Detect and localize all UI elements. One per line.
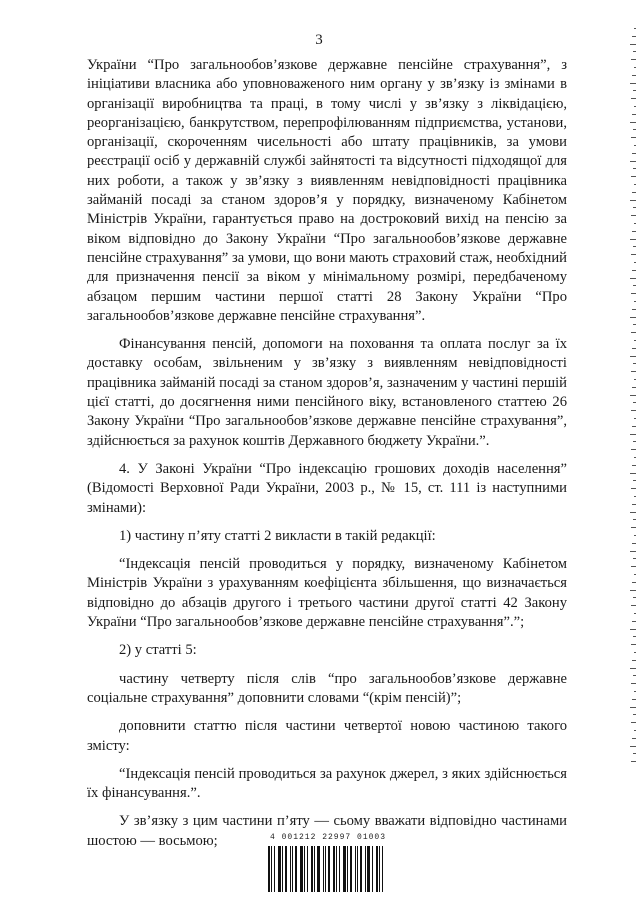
barcode-bar: [304, 846, 305, 892]
paragraph-quote-financing: “Індексація пенсій проводиться за рахунок джерел, з яких здійснюється їх фінансування.”.: [87, 765, 567, 802]
edge-mark: [631, 566, 636, 567]
edge-mark: [632, 231, 636, 232]
edge-mark: [632, 738, 636, 739]
edge-mark: [633, 168, 636, 169]
edge-mark: [631, 215, 636, 216]
edge-mark: [634, 67, 636, 68]
barcode-digits: 4 001212 22997 01003: [270, 833, 387, 842]
edge-mark: [633, 480, 636, 481]
edge-mark: [630, 200, 636, 201]
edge-mark: [633, 558, 636, 559]
barcode-bar: [333, 846, 335, 892]
barcode-bar: [300, 846, 303, 892]
edge-mark: [634, 496, 636, 497]
document-body: [87, 56, 567, 860]
edge-mark: [632, 270, 636, 271]
edge-mark: [634, 613, 636, 614]
edge-mark: [632, 699, 636, 700]
edge-mark: [632, 621, 636, 622]
edge-mark: [631, 527, 636, 528]
barcode-bar: [360, 846, 362, 892]
edge-mark: [630, 590, 636, 591]
edge-mark: [630, 551, 636, 552]
edge-mark: [630, 122, 636, 123]
edge-mark: [630, 356, 636, 357]
edge-mark: [632, 153, 636, 154]
edge-mark: [632, 75, 636, 76]
edge-mark: [632, 426, 636, 427]
edge-mark: [633, 324, 636, 325]
paragraph-financing: Фінансування пенсій, допомоги на поховання та оплата послуг за їх доставку особам, звільненим у зв’язку з виявленням невідповідності працівника займаній посаді за станом здоров’я, зазначеним у частині першій цієї статті, до досягнення ними пенсійного віку, встановленого статтею 26 Закону України “Про загальнообов’язкове державне пенсійне страхування”, здійснюється за рахунок коштів Державного бюджету України.”.: [87, 336, 567, 449]
edge-mark: [632, 504, 636, 505]
edge-mark: [634, 730, 636, 731]
barcode-bar: [282, 846, 283, 892]
edge-mark: [630, 746, 636, 747]
edge-mark: [631, 293, 636, 294]
edge-mark: [630, 668, 636, 669]
paragraph-item-4: 4. У Законі України “Про індексацію грошових доходів населення” (Відомості Верховної Ради України, 2003 р., № 15, ст. 111 із наступними змінами):: [87, 460, 567, 516]
edge-mark: [634, 574, 636, 575]
edge-mark: [631, 254, 636, 255]
edge-mark: [633, 714, 636, 715]
edge-mark: [631, 410, 636, 411]
paragraph-renumbering: У зв’язку з цим частини п’яту — сьому вважати відповідно частинами шостою — восьмою;: [87, 813, 567, 849]
edge-mark: [634, 184, 636, 185]
edge-mark: [632, 582, 636, 583]
edge-mark: [630, 83, 636, 84]
edge-mark: [633, 129, 636, 130]
barcode-bar: [357, 846, 358, 892]
edge-mark: [632, 348, 636, 349]
edge-mark: [633, 207, 636, 208]
barcode-image: [268, 846, 388, 892]
barcode-bar: [290, 846, 291, 892]
edge-mark: [630, 512, 636, 513]
edge-mark: [634, 301, 636, 302]
edge-mark: [634, 418, 636, 419]
barcode-bar: [328, 846, 330, 892]
barcode-bar: [271, 846, 272, 892]
edge-mark: [631, 488, 636, 489]
edge-mark: [634, 145, 636, 146]
edge-mark: [630, 161, 636, 162]
edge-mark: [632, 660, 636, 661]
edge-mark: [631, 683, 636, 684]
edge-mark: [633, 519, 636, 520]
paragraph-continuation: України “Про загальнообов’язкове державне пенсійне страхування”, з ініціативи власника або уповноваженого ним органу у зв’язку із змінами в організації виробництва та праці, в тому числі у зв’язку з ліквідацією, реорганізацією, банкрутством, перепрофілюванням підприємства, установи, організації, скороченням чисельності або штату працівників, за умови реєстрації осіб у державній службі зайнятості та відсутності підходящої для них роботи, а також у зв’язку з виявленням невідповідності працівника займаній посаді за станом здоров’я у порядку, визначеному Кабінетом Міністрів України, гарантується право на достроковий вихід на пенсію за віком відповідно до Закону України “Про загальнообов’язкове державне пенсійне страхування” за умови, що вони мають страховий стаж, необхідний для призначення пенсії за віком у мінімальному розмірі, передбаченому абзацом першим частини першої статті 28 Закону України “Про загальнообов’язкове державне пенсійне страхування”.: [87, 57, 567, 324]
edge-mark: [633, 363, 636, 364]
barcode-bar: [365, 846, 366, 892]
edge-mark: [633, 51, 636, 52]
edge-mark: [631, 176, 636, 177]
edge-mark: [633, 636, 636, 637]
barcode-bar: [317, 846, 320, 892]
edge-mark: [633, 597, 636, 598]
paragraph-subitem-1: 1) частину п’яту статті 2 викласти в такій редакції:: [119, 527, 436, 544]
edge-mark: [630, 707, 636, 708]
edge-mark: [630, 473, 636, 474]
edge-mark: [630, 434, 636, 435]
barcode-bar: [343, 846, 346, 892]
paragraph-part-four: частину четверту після слів “про загальнообов’язкове державне соціальне страхування” доповнити словами “(крім пенсій)”;: [87, 670, 567, 706]
edge-mark: [630, 317, 636, 318]
edge-mark: [632, 114, 636, 115]
barcode-bar: [278, 846, 281, 892]
barcode-bar: [379, 846, 380, 892]
edge-mark: [632, 543, 636, 544]
edge-mark: [634, 262, 636, 263]
edge-mark: [631, 722, 636, 723]
barcode-bar: [382, 846, 383, 892]
barcode-bar: [355, 846, 356, 892]
barcode-bar: [376, 846, 378, 892]
edge-mark: [633, 285, 636, 286]
page-number: 3: [315, 32, 323, 48]
edge-mark: [631, 761, 636, 762]
edge-mark: [633, 90, 636, 91]
barcode-bar: [274, 846, 275, 892]
barcode-bar: [339, 846, 340, 892]
barcode-bar: [295, 846, 297, 892]
barcode-bar: [325, 846, 326, 892]
paragraph-add-part: доповнити статтю після частини четвертої новою частиною такого змісту:: [87, 718, 567, 754]
barcode-bar: [347, 846, 348, 892]
edge-mark: [631, 371, 636, 372]
edge-mark: [631, 98, 636, 99]
edge-mark: [630, 629, 636, 630]
edge-mark: [632, 465, 636, 466]
barcode-bar: [350, 846, 352, 892]
edge-mark: [633, 246, 636, 247]
edge-mark: [632, 192, 636, 193]
edge-mark: [634, 340, 636, 341]
edge-mark: [630, 44, 636, 45]
edge-mark: [633, 675, 636, 676]
edge-mark: [630, 278, 636, 279]
barcode-bar: [372, 846, 373, 892]
edge-mark: [633, 402, 636, 403]
scan-edge-marks: [630, 28, 636, 768]
edge-mark: [632, 387, 636, 388]
edge-mark: [631, 137, 636, 138]
barcode-bar: [314, 846, 315, 892]
barcode-bar: [292, 846, 293, 892]
barcode-bar: [367, 846, 370, 892]
edge-mark: [632, 309, 636, 310]
edge-mark: [634, 457, 636, 458]
edge-mark: [631, 332, 636, 333]
edge-mark: [634, 535, 636, 536]
edge-mark: [631, 449, 636, 450]
paragraph-quote-indexation: “Індексація пенсій проводиться у порядку, визначеному Кабінетом Міністрів України з урахуванням коефіцієнта збільшення, що визначається відповідно до абзаців другого і третього частини другої статті 42 Закону України “Про загальнообов’язкове державне пенсійне страхування”.”;: [87, 556, 567, 631]
paragraph-subitem-2: 2) у статті 5:: [119, 642, 197, 659]
edge-mark: [634, 652, 636, 653]
edge-mark: [632, 36, 636, 37]
edge-mark: [633, 441, 636, 442]
barcode-bar: [268, 846, 270, 892]
edge-mark: [634, 106, 636, 107]
edge-mark: [634, 223, 636, 224]
edge-mark: [631, 59, 636, 60]
edge-mark: [631, 644, 636, 645]
edge-mark: [633, 753, 636, 754]
edge-mark: [634, 379, 636, 380]
barcode-bar: [311, 846, 313, 892]
barcode-bar: [285, 846, 287, 892]
edge-mark: [630, 395, 636, 396]
edge-mark: [634, 28, 636, 29]
edge-mark: [631, 605, 636, 606]
edge-mark: [630, 239, 636, 240]
barcode-bar: [323, 846, 324, 892]
barcode-bar: [307, 846, 308, 892]
barcode-bar: [336, 846, 337, 892]
edge-mark: [634, 691, 636, 692]
